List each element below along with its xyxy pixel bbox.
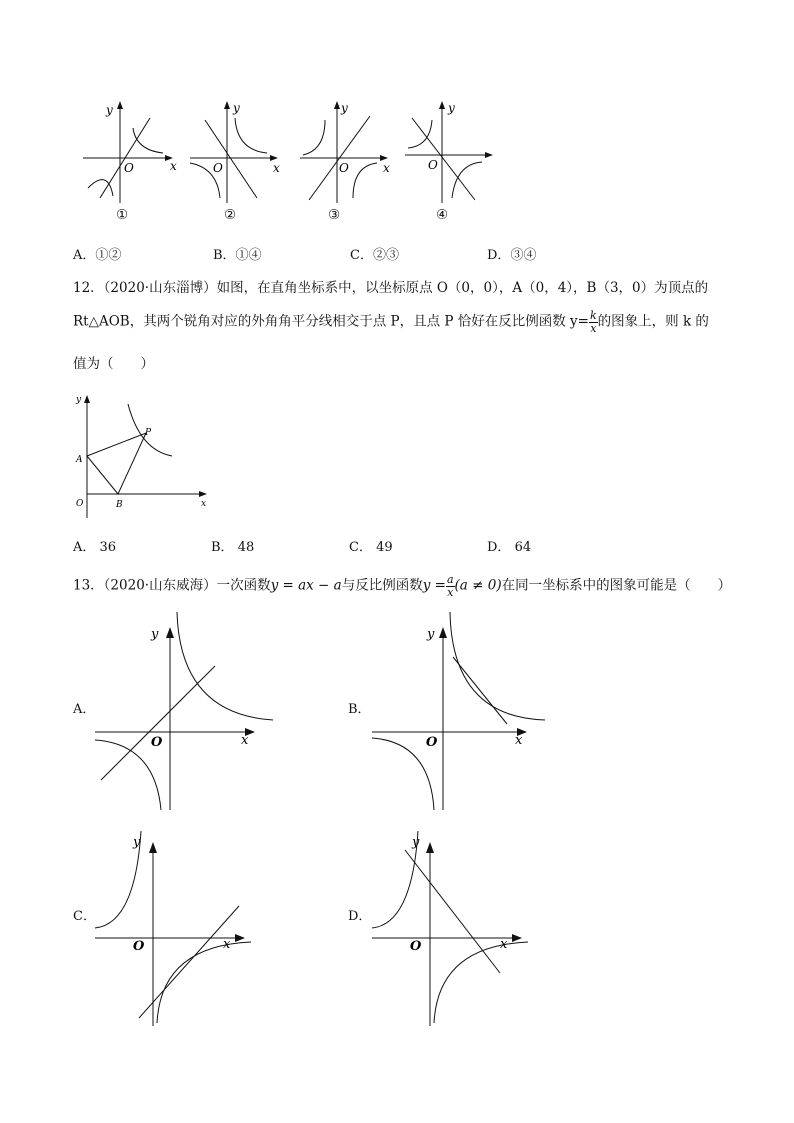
origin-label: O	[339, 161, 349, 175]
origin-label: O	[76, 499, 84, 509]
q12-figure	[70, 390, 210, 515]
axis-y-label: y	[427, 627, 435, 642]
q13-graph-b	[370, 612, 555, 812]
q12-text-line1: 12．（2020·山东淄博）如图，在直角坐标系中，以坐标原点 O（0，0），A（0，4），B（3，0）为顶点的	[73, 280, 709, 296]
q11-option-d[interactable]: D．③④	[487, 248, 537, 263]
axis-x-label: x	[201, 499, 207, 509]
q11-option-c[interactable]: C．②③	[350, 248, 399, 263]
q13-graph-c	[93, 828, 268, 1028]
axis-x-label: x	[383, 161, 390, 175]
axis-x-label: x	[515, 733, 523, 748]
q13-option-d[interactable]: D．	[348, 909, 372, 924]
q13-option-b[interactable]: B．	[348, 702, 371, 717]
axis-x-label: x	[223, 937, 231, 952]
origin-label: O	[151, 735, 163, 750]
q11-graph-4	[400, 98, 510, 208]
q11-graph-3	[295, 98, 405, 208]
axis-y-label: y	[106, 103, 113, 117]
q11-graph-label-4: ④	[436, 207, 449, 223]
q11-graph-label-2: ②	[224, 207, 237, 223]
q11-graph-1	[78, 98, 188, 208]
q13-text: 13．（2020·山东威海）一次函数y = ax − a与反比例函数y = $\frac{a}{x}$ (a ≠ 0)在同一坐标系中的图象可能是（ ）	[73, 573, 732, 599]
q13-graph-a	[93, 612, 278, 812]
origin-label: O	[428, 158, 438, 172]
axis-x-label: x	[500, 937, 508, 952]
origin-label: O	[426, 735, 438, 750]
q12-text-line2: Rt△AOB，其两个锐角对应的外角角平分线相交于点 P，且点 P 恰好在反比例函数 y= $\frac{k}{x}$ 的图象上，则 k 的	[73, 309, 709, 335]
q12-option-d[interactable]: D． 64	[487, 540, 532, 555]
point-a-label: A	[76, 455, 83, 465]
axis-y-label: y	[233, 101, 240, 115]
q12-text-line3: 值为（ ）	[73, 356, 154, 372]
q12-option-c[interactable]: C． 49	[349, 540, 393, 555]
q13-option-a[interactable]: A．	[73, 702, 96, 717]
axis-y-label: y	[412, 835, 420, 850]
axis-x-label: x	[241, 733, 249, 748]
q11-graph-label-3: ③	[328, 207, 341, 223]
axis-x-label: x	[170, 159, 177, 173]
axis-y-label: y	[448, 101, 455, 115]
q13-graph-d	[370, 828, 550, 1028]
axis-x-label: x	[273, 161, 280, 175]
origin-label: O	[213, 161, 223, 175]
q11-option-b[interactable]: B．①④	[213, 248, 262, 263]
axis-y-label: y	[341, 101, 348, 115]
q11-graph-label-1: ①	[116, 207, 129, 223]
axis-y-label: y	[76, 395, 82, 405]
origin-label: O	[133, 939, 145, 954]
origin-label: O	[124, 161, 134, 175]
point-b-label: B	[116, 500, 123, 510]
q12-option-b[interactable]: B． 48	[211, 540, 255, 555]
origin-label: O	[410, 939, 422, 954]
q12-option-a[interactable]: A． 36	[73, 540, 117, 555]
q11-option-a[interactable]: A．①②	[73, 248, 122, 263]
axis-y-label: y	[133, 835, 141, 850]
point-p-label: P	[145, 428, 152, 438]
q11-graph-2	[185, 98, 295, 208]
axis-y-label: y	[151, 627, 159, 642]
q13-option-c[interactable]: C．	[73, 909, 96, 924]
